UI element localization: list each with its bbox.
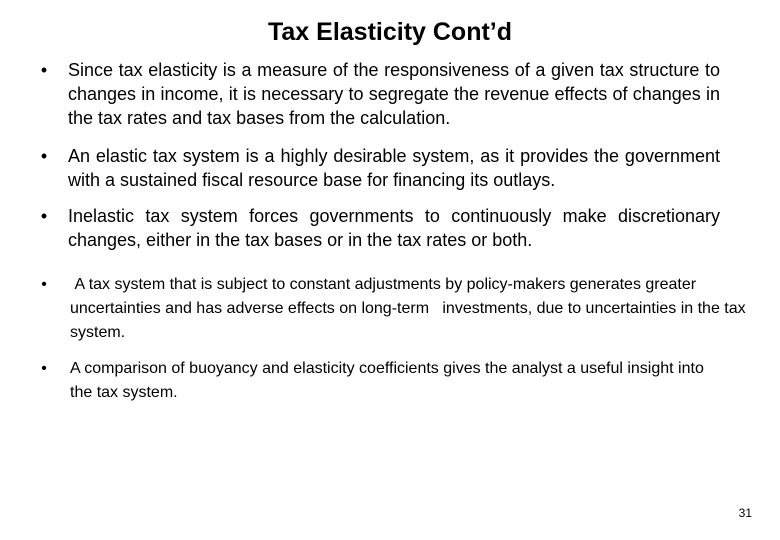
bullet-text: A comparison of buoyancy and elasticity coefficients gives the analyst a useful insight into the tax system. (70, 360, 704, 401)
bullet-text: Since tax elasticity is a measure of the responsiveness of a given tax structure to changes in income, it is necessary to segregate the revenue effects of changes in the tax rates and tax bases from the calculation. (68, 60, 720, 128)
bullet-marker: • (41, 360, 47, 377)
slide-title: Tax Elasticity Cont’d (267, 18, 513, 46)
bullet-text: An elastic tax system is a highly desirable system, as it provides the government with a sustained fiscal resource base for financing its outlays. (68, 146, 720, 190)
bullet-marker: • (40, 60, 48, 80)
bullet-marker: • (41, 276, 47, 293)
bullet-marker: • (40, 206, 48, 226)
page-number: 31 (738, 506, 752, 520)
bullet-text: Inelastic tax system forces governments to continuously make discretionary changes, either in the tax bases or in the tax rates or both. (68, 206, 720, 250)
bullet-marker: • (40, 146, 48, 166)
bullet-text: A tax system that is subject to constant adjustments by policy-makers generates greater uncertainties and has adverse effects on long-term investments, due to uncertainties in the tax system. (70, 276, 751, 341)
